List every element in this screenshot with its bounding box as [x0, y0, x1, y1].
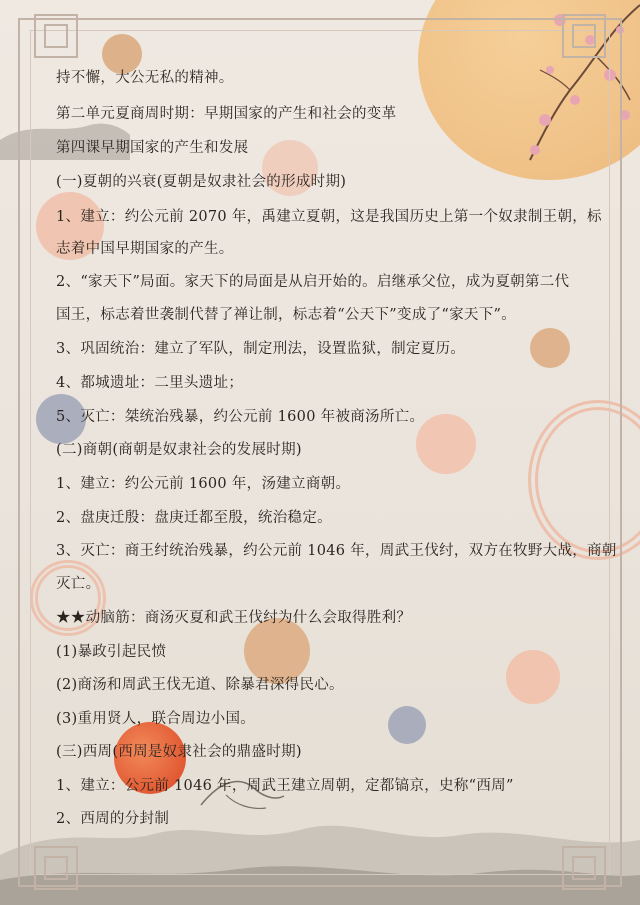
- section-heading-xia: (一)夏朝的兴衰(夏朝是奴隶社会的形成时期): [56, 174, 347, 190]
- lesson-heading: 第四课早期国家的产生和发展: [56, 140, 249, 156]
- text-line: 持不懈，大公无私的精神。: [56, 70, 234, 86]
- frame-corner-top-right: [562, 14, 606, 58]
- section-heading-zhou: (三)西周(西周是奴隶社会的鼎盛时期): [56, 744, 302, 760]
- text-line: 国王，标志着世袭制代替了禅让制，标志着“公天下”变成了“家天下”。: [56, 307, 517, 323]
- text-line: 5、灭亡：桀统治残暴，约公元前 1600 年被商汤所亡。: [56, 409, 425, 425]
- frame-corner-top-left: [34, 14, 78, 58]
- think-question: ★★动脑筋：商汤灭夏和武王伐纣为什么会取得胜利？: [56, 610, 412, 626]
- text-line: 2、“家天下”局面。家天下的局面是从启开始的。启继承父位，成为夏朝第二代: [56, 274, 570, 290]
- frame-corner-bottom-left: [34, 846, 78, 890]
- text-line: (2)商汤和周武王伐无道、除暴君深得民心。: [56, 677, 344, 693]
- text-line: 2、盘庚迁殷：盘庚迁都至殷，统治稳定。: [56, 510, 332, 526]
- text-line: 1、建立：约公元前 1600 年，汤建立商朝。: [56, 476, 351, 492]
- text-line: 2、西周的分封制: [56, 811, 170, 827]
- text-line: 1、建立：公元前 1046 年，周武王建立周朝，定都镐京，史称“西周”: [56, 778, 514, 794]
- text-line: 志着中国早期国家的产生。: [56, 241, 234, 257]
- text-line: 3、灭亡：商王纣统治残暴，约公元前 1046 年，周武王伐纣，双方在牧野大战，商朝: [56, 543, 617, 559]
- text-line: (1)暴政引起民愤: [56, 644, 167, 660]
- text-line: 灭亡。: [56, 576, 101, 592]
- text-line: (3)重用贤人，联合周边小国。: [56, 711, 256, 727]
- frame-corner-bottom-right: [562, 846, 606, 890]
- section-heading-shang: (二)商朝(商朝是奴隶社会的发展时期): [56, 442, 302, 458]
- text-line: 4、都城遗址：二里头遗址；: [56, 375, 244, 391]
- unit-heading: 第二单元夏商周时期：早期国家的产生和社会的变革: [56, 106, 397, 122]
- text-line: 3、巩固统治：建立了军队，制定刑法，设置监狱，制定夏历。: [56, 341, 466, 357]
- text-line: 1、建立：约公元前 2070 年，禹建立夏朝，这是我国历史上第一个奴隶制王朝，标: [56, 209, 602, 225]
